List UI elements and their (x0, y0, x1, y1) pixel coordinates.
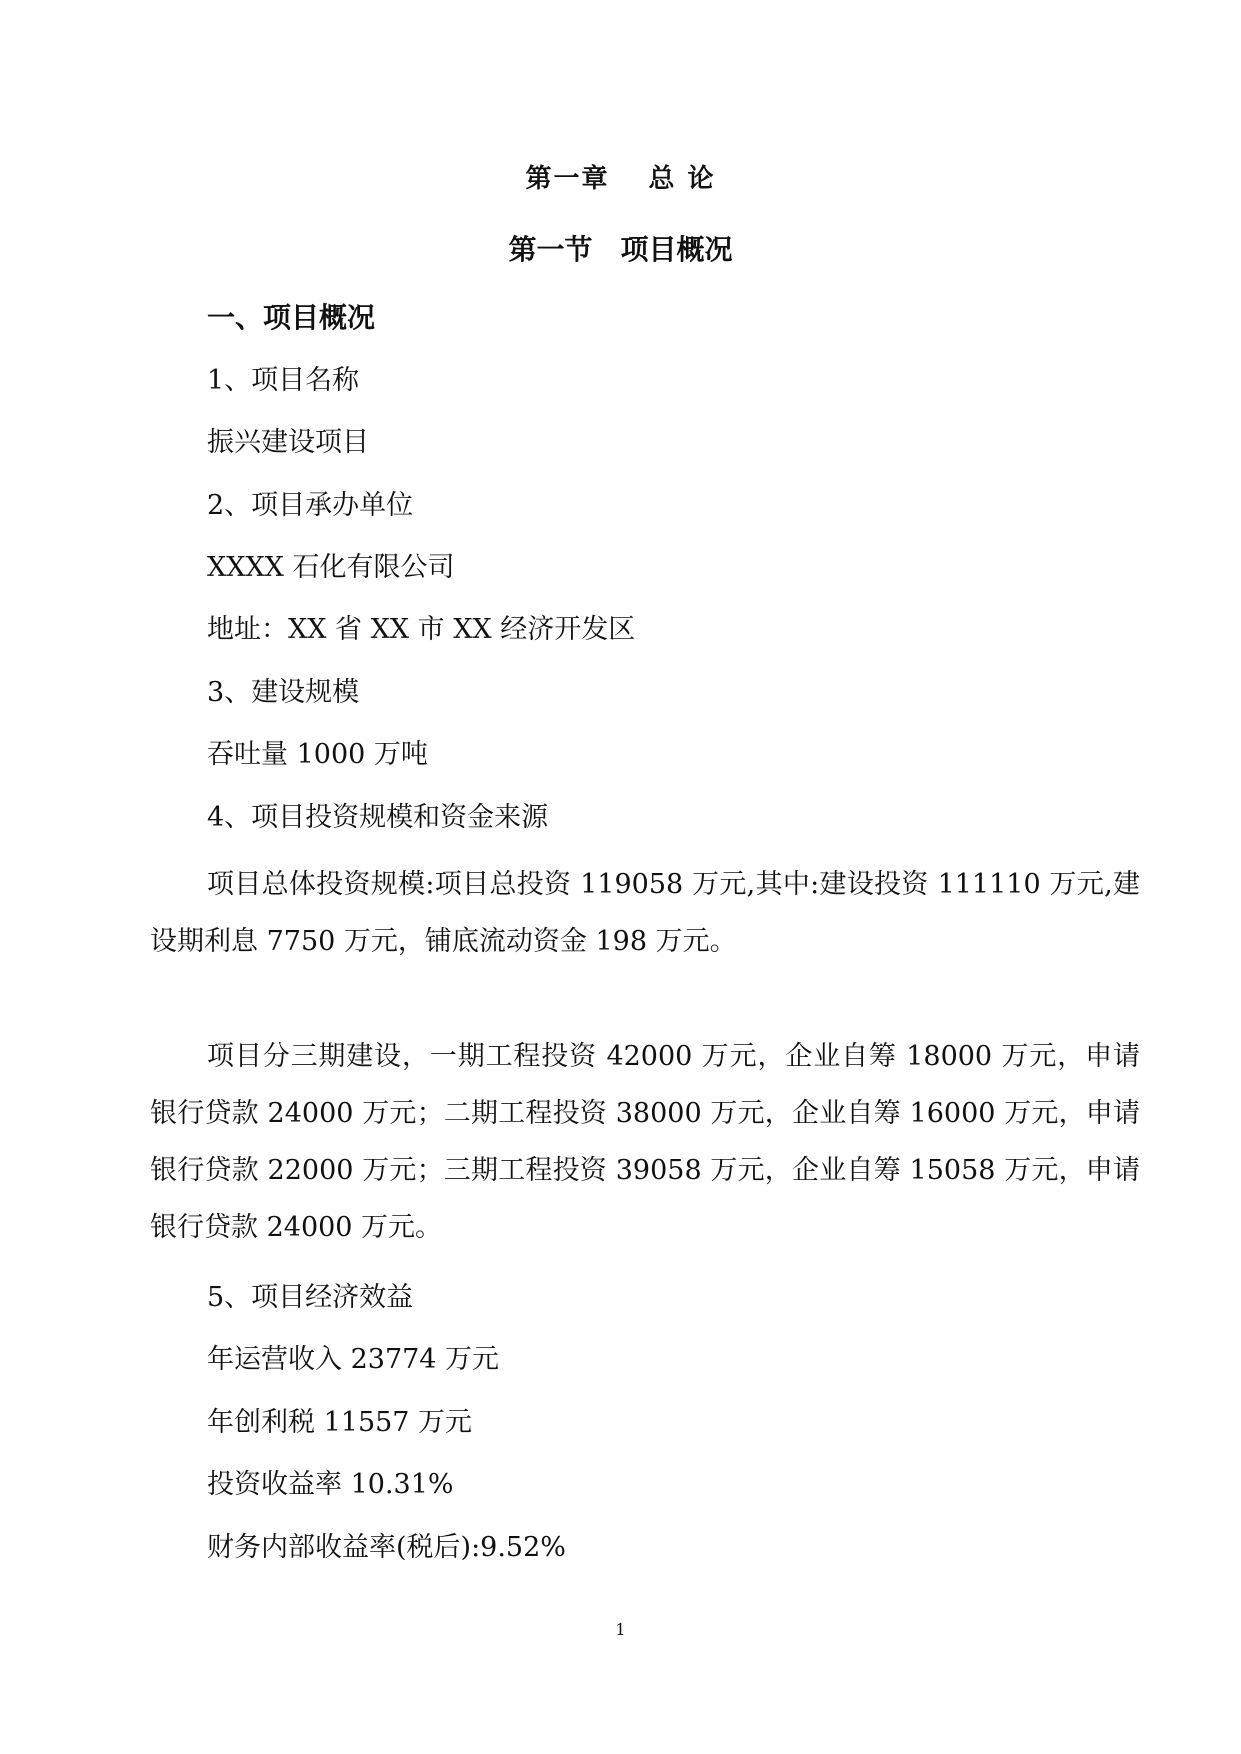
benefit-roi: 投资收益率 10.31% (207, 1469, 454, 1500)
item-invest-label: 4、项目投资规模和资金来源 (207, 802, 549, 833)
benefit-revenue: 年运营收入 23774 万元 (207, 1344, 500, 1375)
invest-paragraph-2: 项目分三期建设，一期工程投资 42000 万元，企业自筹 18000 万元，申请银行贷款 24000 万元；二期工程投资 38000 万元，企业自筹 16000 万元，申请银行贷款 22000 万元；三期工程投资 39058 万元，企业自筹 15058 万元，申请银行贷款 24000 万元。 (150, 1041, 1140, 1243)
heading-project-overview: 一、项目概况 (207, 301, 376, 334)
benefit-tax: 年创利税 11557 万元 (207, 1407, 473, 1438)
item-name-label: 1、项目名称 (207, 365, 360, 396)
benefit-irr: 财务内部收益率(税后):9.52% (207, 1532, 566, 1563)
invest-paragraph-1: 项目总体投资规模:项目总投资 119058 万元,其中:建设投资 111110 万元,建设期利息 7750 万元，铺底流动资金 198 万元。 (150, 869, 1140, 957)
item-benefit-label: 5、项目经济效益 (207, 1282, 414, 1313)
item-name-value: 振兴建设项目 (207, 427, 369, 458)
page-number: 1 (615, 1620, 626, 1639)
item-unit-value: XXXX 石化有限公司 (207, 552, 455, 583)
item-scale-label: 3、建设规模 (207, 677, 360, 708)
item-unit-label: 2、项目承办单位 (207, 490, 414, 521)
item-scale-value: 吞吐量 1000 万吨 (207, 739, 428, 770)
item-address: 地址：XX 省 XX 市 XX 经济开发区 (207, 614, 636, 645)
section-title: 第一节 项目概况 (508, 233, 733, 266)
chapter-title: 第一章 总 论 (525, 164, 716, 194)
